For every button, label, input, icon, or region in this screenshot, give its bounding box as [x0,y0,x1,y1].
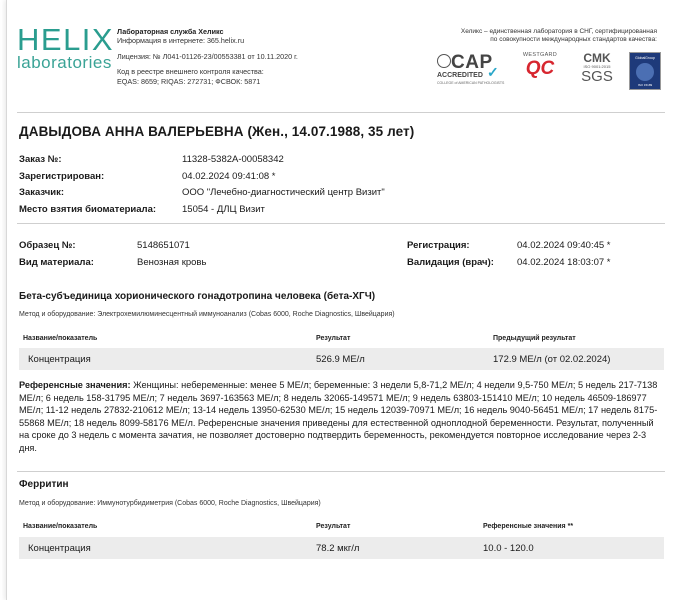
test2-row-name: Концентрация [28,543,91,554]
checkmark-icon: ✓ [487,64,499,80]
registered-value: 04.02.2024 09:41:08 * [182,170,276,182]
validation-value: 04.02.2024 18:03:07 * [517,256,611,268]
sgs-text: SGS [581,68,613,85]
cap-accredited-logo [437,52,507,86]
lab-info [117,27,298,86]
customer-label: Заказчик: [19,187,65,198]
registry-label: Код в реестре внешнего контроля качества: [117,67,264,77]
test2-method: Метод и оборудование: Иммунотурбидиметрия (Cobas 6000, Roche Diagnostics, Швейцария) [19,500,321,507]
certification-text [407,28,657,45]
place-value: 15054 - ДЛЦ Визит [182,203,265,215]
gq-bottom-text: ISO 15189 [637,83,653,87]
sample-details [19,238,659,272]
certified-line-2: по совокупности международных стандартов качества: [490,36,657,44]
patient-name: ДАВЫДОВА АННА ВАЛЕРЬЕВНА (Жен., 14.07.1988, 35 лет) [19,124,415,139]
test1-row-result: 526.9 МЕ/л [316,354,365,365]
test2-col-name: Название/показатель [23,523,98,530]
document-page [6,0,674,600]
license: Лицензия: № Л041-01126-23/00553381 от 10.11.2020 г. [117,51,298,61]
registration-label: Регистрация: [407,240,470,251]
test2-col-result: Результат [316,523,351,530]
logo-top-text: HELIX [17,22,115,57]
helix-logo [17,22,115,72]
westgard-text: WESTGARD [522,52,558,58]
cmk-sgs-logo [577,52,617,90]
order-details [19,152,659,218]
test1-col-name: Название/показатель [23,335,98,342]
place-label: Место взятия биоматериала: [19,203,157,215]
test1-row-prev: 172.9 МЕ/л (от 02.02.2024) [493,354,611,365]
test1-col-result: Результат [316,335,351,342]
test1-row-name: Концентрация [28,354,91,365]
cmk-text: CMK [583,51,611,65]
order-value: 11328-5382A-00058342 [182,154,284,165]
ref-label: Референсные значения: [19,380,131,390]
ref-text: Женщины: небеременные: менее 5 МЕ/л; беременные: 3 недели 5,8-71,2 МЕ/л; 4 недели 9,5-750 МЕ/л; 5 недель 217-7138 МЕ/л; 6 недель 158-31795 МЕ/л; 7 недель 3697-163563 МЕ/л; 8 недель 32065-149571 МЕ/л; 9 недель 63803-151410 МЕ/л; 10 недель 46509-186977 МЕ/л; 11-12 недель 27832-210612 МЕ/л; 13-14 недель 13950-62530 МЕ/л; 15 недель 12039-70971 МЕ/л; 16 недель 9040-56451 МЕ/л; 17 недель 8175-55868 МЕ/л; 18 недель 8099-58176 МЕ/л. Референсные значения приведены для естественной одноплодной беременности. Результат, полученный на сроке до 3 недель с момента зачатия, не позволяет достоверно подтвердить беременность, рекомендуется повторное исследование через 2-3 дня. [19,380,658,453]
website: Информация в интернете: 365.helix.ru [117,36,245,46]
test1-reference-values [19,379,664,455]
global-group-logo [629,52,661,90]
validation-label: Валидация (врач): [407,256,494,268]
material-label: Вид материала: [19,256,94,268]
logo-bottom-text: laboratories [17,53,112,72]
table-row [19,537,664,559]
test1-col-prev: Предыдущий результат [493,335,576,342]
cap-text: CAP [451,52,493,73]
service-name: Лабораторная служба Хеликс [117,27,224,36]
divider [17,112,665,113]
test2-row-ref: 10.0 - 120.0 [483,543,534,554]
cap-accredited-text: ACCREDITED [437,72,483,79]
test2-col-ref: Референсные значения ** [483,523,574,530]
gq-top-text: GlobalGroup [635,56,655,60]
registered-label: Зарегистрирован: [19,170,105,182]
sample-value: 5148651071 [137,240,190,251]
test2-row-result: 78.2 мкг/л [316,543,360,554]
certified-line-1: Хеликс – единственная лаборатория в СНГ, сертифицированная [460,28,657,35]
material-value: Венозная кровь [137,256,207,268]
qc-text: QC [525,58,555,79]
registration-value: 04.02.2024 09:40:45 * [517,240,611,251]
test1-title: Бета-субъединица хорионического гонадотропина человека (бета-ХГЧ) [19,291,376,302]
registry-codes: EQAS: 8659; RIQAS: 272731; ФСВОК: 5871 [117,76,261,86]
divider [17,471,665,472]
divider [17,223,665,224]
sample-label: Образец №: [19,240,76,251]
table-row [19,348,664,370]
globe-icon [636,63,654,81]
cap-small-text: COLLEGE of AMERICAN PATHOLOGISTS [437,81,505,85]
order-label: Заказ №: [19,154,62,165]
westgard-qc-logo [519,52,561,86]
customer-value: ООО "Лечебно-диагностический центр Визит" [182,187,385,198]
test2-title: Ферритин [19,479,69,490]
test1-method: Метод и оборудование: Электрохемилюминесцентный иммуноанализ (Cobas 6000, Roche Diagnostics, Швейцария) [19,311,395,318]
cmk-small-text: ISO 9001:2015 [583,64,611,69]
